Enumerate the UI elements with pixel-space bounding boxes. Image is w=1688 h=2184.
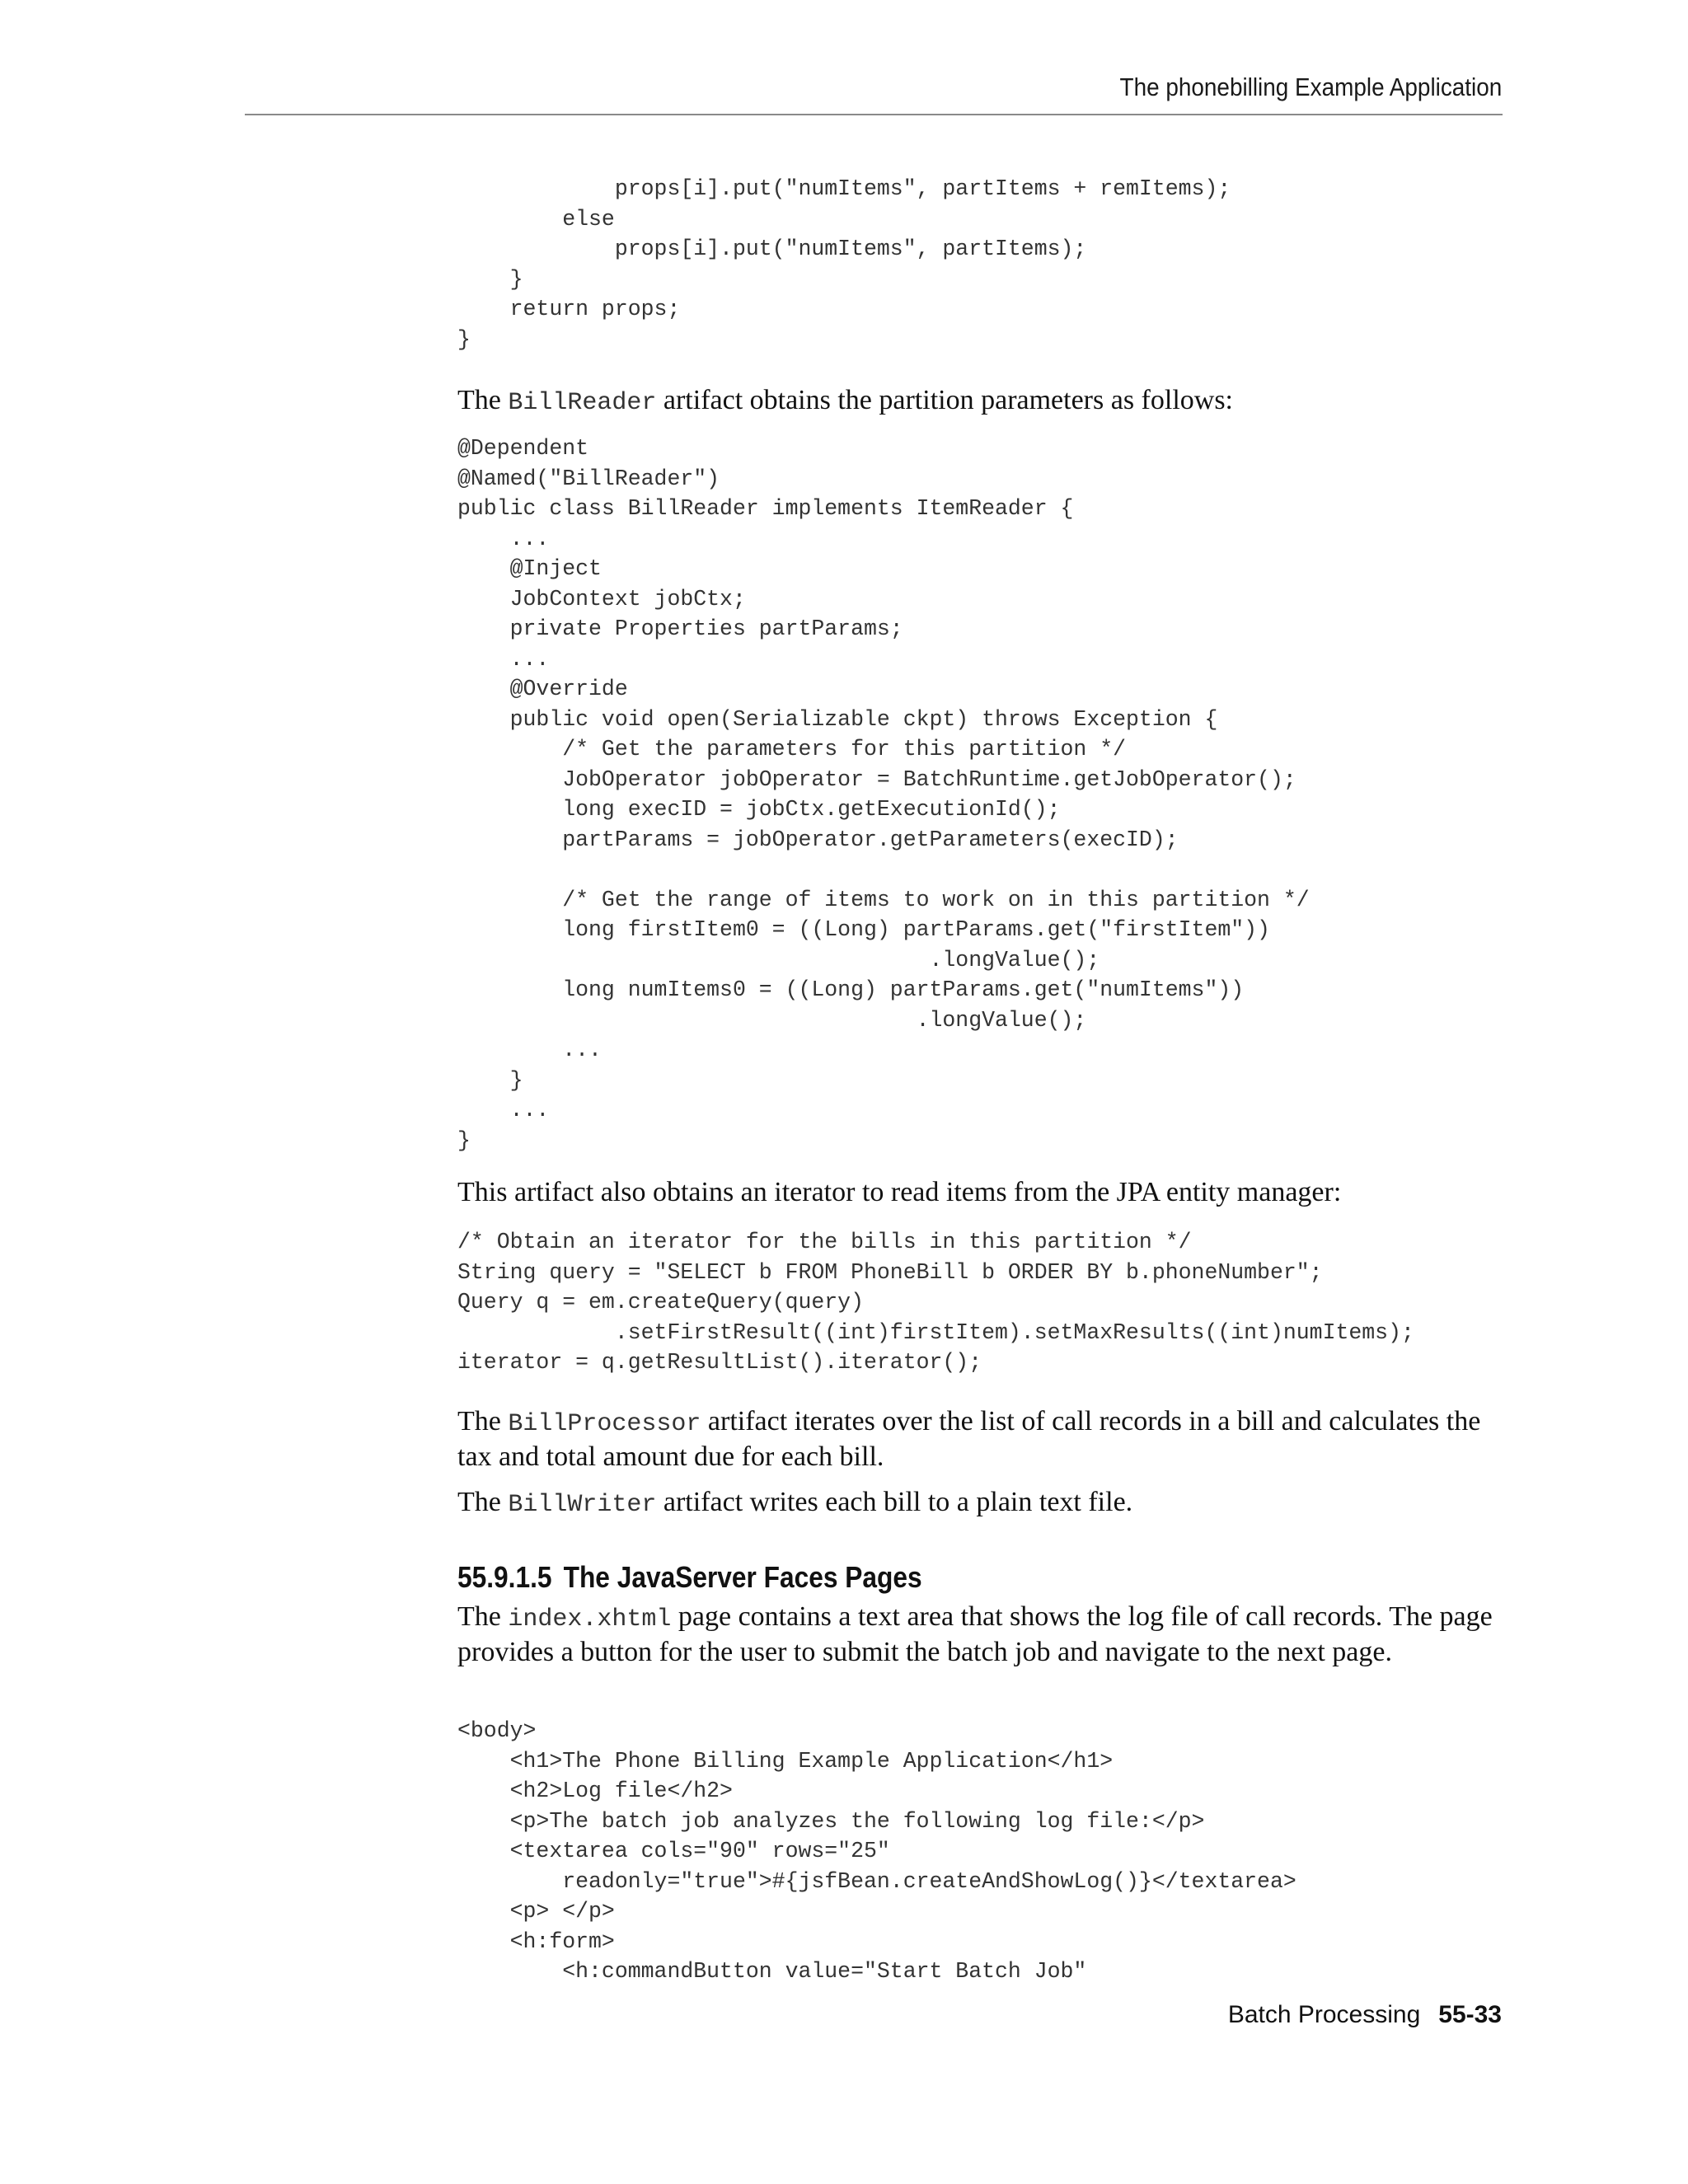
paragraph-iterator: This artifact also obtains an iterator to read items from the JPA entity manager:: [457, 1177, 1342, 1207]
footer-section-name: Batch Processing: [1227, 2001, 1421, 2028]
section-number: 55.9.1.5: [457, 1560, 552, 1594]
code-block-iterator: /* Obtain an iterator for the bills in this partition */ String query = "SELECT b FROM PhoneBill b ORDER BY b.phoneNumber"; Query q = em.createQuery(query) .setFirstResult((int)firstItem).setMaxResults((int)numItems); iterator = q.getResultList().iterator();: [457, 1230, 1414, 1375]
paragraph-billprocessor: The BillProcessor artifact iterates over the list of call records in a bill and calculates the tax and total amount due for each bill.: [457, 1406, 1481, 1472]
page-footer: [1228, 2001, 1502, 2029]
paragraph-billwriter: The BillWriter artifact writes each bill to a plain text file.: [457, 1487, 1133, 1519]
code-block-props: props[i].put("numItems", partItems + remItems); else props[i].put("numItems", partItems); } return props; }: [457, 176, 1231, 352]
header-rule: [245, 114, 1503, 115]
code-block-xhtml: <body> <h1>The Phone Billing Example Application</h1> <h2>Log file</h2> <p>The batch job analyzes the following log file:</p> <textarea cols="90" rows="25" readonly="true">#{jsfBean.createAndShowLog()}</textarea> <p> </p> <h:form> <h:commandButton value="Start Batch Job": [457, 1718, 1296, 1984]
section-heading: [457, 1560, 922, 1595]
paragraph-billreader: The BillReader artifact obtains the partition parameters as follows:: [457, 385, 1233, 417]
running-header-title: The phonebilling Example Application: [1119, 73, 1502, 101]
code-block-billreader: @Dependent @Named("BillReader") public class BillReader implements ItemReader { ... @Inject JobContext jobCtx; private Properties partParams; ... @Override public void open(Serializable ckpt) throws Exception { /* Get the parameters for this partition */ JobOperator jobOperator = BatchRuntime.getJobOperator(); long execID = jobCtx.getExecutionId(); partParams = jobOperator.getParameters(execID); /* Get the range of items to work on in this partition */ long firstItem0 = ((Long) partParams.get("firstItem")) .longValue(); long numItems0 = ((Long) partParams.get("numItems")) .longValue(); ... } ... }: [457, 436, 1310, 1153]
section-title: The JavaServer Faces Pages: [563, 1560, 922, 1594]
page-number: 55-33: [1438, 2001, 1502, 2028]
paragraph-index-xhtml: The index.xhtml page contains a text area that shows the log file of call records. The page provides a button for the user to submit the batch job and navigate to the next page.: [457, 1601, 1493, 1667]
